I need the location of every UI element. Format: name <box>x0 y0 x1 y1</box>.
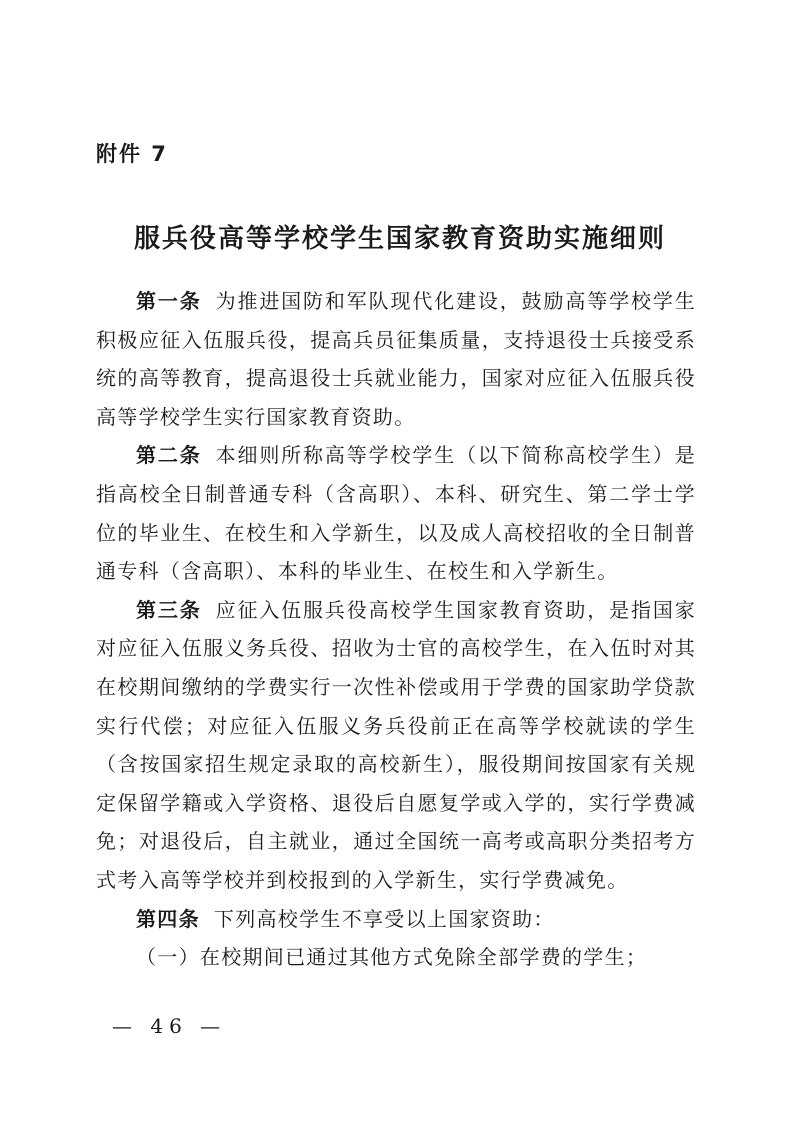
article-text: 下列高校学生不享受以上国家资助： <box>213 906 555 931</box>
article-label: 第四条 <box>136 906 200 931</box>
article-label: 第一条 <box>136 289 202 313</box>
article-label: 第三条 <box>136 597 202 622</box>
list-item-1: （一）在校期间已通过其他方式免除全部学费的学生； <box>136 945 648 970</box>
article-1 <box>96 282 696 436</box>
article-2 <box>96 436 696 590</box>
document-body <box>96 282 696 977</box>
document-title: 服兵役高等学校学生国家教育资助实施细则 <box>133 224 666 254</box>
article-4 <box>96 900 696 939</box>
article-text: 为推进国防和军队现代化建设，鼓励高等学校学生积极应征入伍服兵役，提高兵员征集质量，支持退役士兵接受系统的高等教育，提高退役士兵就业能力，国家对应征入伍服兵役高等学校学生实行国家教育资助。 <box>96 289 696 429</box>
attachment-label: 附件 7 <box>96 142 168 166</box>
article-label: 第二条 <box>136 443 202 468</box>
page-number: — 46 — <box>112 1014 227 1038</box>
article-text: 本细则所称高等学校学生（以下简称高校学生）是指高校全日制普通专科（含高职）、本科、研究生、第二学士学位的毕业生、在校生和入学新生，以及成人高校招收的全日制普通专科（含高职）、本科的毕业生、在校生和入学新生。 <box>96 443 696 584</box>
article-text: 应征入伍服兵役高校学生国家教育资助，是指国家对应征入伍服义务兵役、招收为士官的高校学生，在入伍时对其在校期间缴纳的学费实行一次性补偿或用于学费的国家助学贷款实行代偿；对应征入伍服义务兵役前正在高等学校就读的学生（含按国家招生规定录取的高校新生），服役期间按国家有关规定保留学籍或入学资格、退役后自愿复学或入学的，实行学费减免；对退役后，自主就业，通过全国统一高考或高职分类招考方式考入高等学校并到校报到的入学新生，实行学费减免。 <box>96 597 696 892</box>
article-3 <box>96 591 696 900</box>
